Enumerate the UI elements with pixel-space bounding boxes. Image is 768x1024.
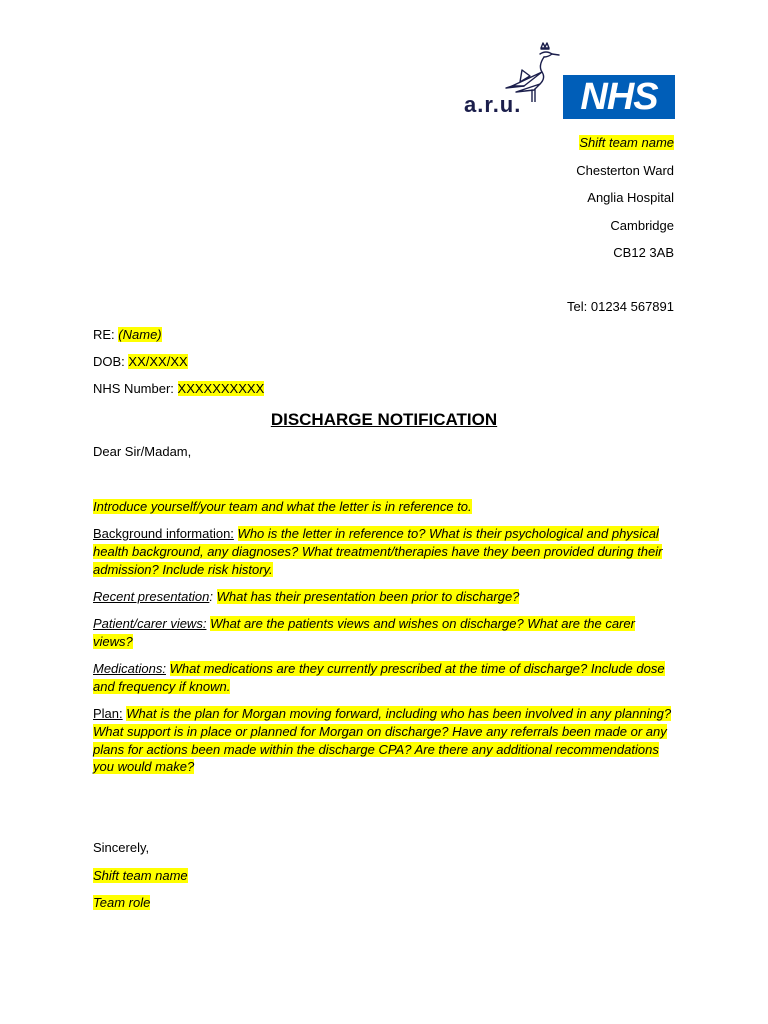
presentation-paragraph: Recent presentation: What has their presentation been prior to discharge? xyxy=(93,589,520,604)
aru-wordmark: a.r.u. xyxy=(464,92,522,117)
address-ward: Chesterton Ward xyxy=(576,162,674,178)
medications-label: Medications: xyxy=(93,661,166,676)
plan-paragraph xyxy=(93,705,675,776)
views-label: Patient/carer views: xyxy=(93,616,207,631)
plan-text: What is the plan for Morgan moving forward, including who has been involved in any planning? What support is in place or planned for Morgan on discharge? Have any referrals been made or any plans for actions been made within the discharge CPA? Are there any additional recommendations you would make? xyxy=(93,706,672,775)
sign-off: Sincerely, xyxy=(93,840,150,855)
patient-name-field: (Name) xyxy=(118,327,162,342)
views-paragraph xyxy=(93,615,675,651)
patient-nhs-line: NHS Number: XXXXXXXXXX xyxy=(93,381,265,396)
patient-re-line: RE: (Name) xyxy=(93,327,162,342)
address-postcode: CB12 3AB xyxy=(613,245,674,260)
aru-logo xyxy=(464,42,560,120)
intro-paragraph: Introduce yourself/your team and what the letter is in reference to. xyxy=(93,499,472,514)
address-hospital: Anglia Hospital xyxy=(587,190,674,205)
header-logos xyxy=(462,42,676,120)
patient-info xyxy=(93,327,264,408)
presentation-text: What has their presentation been prior to discharge? xyxy=(216,589,520,604)
salutation: Dear Sir/Madam, xyxy=(93,444,192,459)
closing-team-role-line xyxy=(93,895,188,923)
background-label: Background information: xyxy=(93,526,234,541)
closing-team-name: Shift team name xyxy=(93,867,188,883)
letter-title: DISCHARGE NOTIFICATION xyxy=(270,410,498,429)
views-text: What are the patients views and wishes on discharge? What are the carer views? xyxy=(93,616,635,649)
sender-address xyxy=(576,135,674,273)
presentation-label: Recent presentation xyxy=(93,589,210,604)
background-paragraph xyxy=(93,525,675,578)
patient-dob-line: DOB: XX/XX/XX xyxy=(93,354,188,369)
closing-team-role: Team role xyxy=(93,895,151,910)
patient-nhs-number-field: XXXXXXXXXX xyxy=(177,381,265,396)
plan-label: Plan: xyxy=(93,706,123,721)
background-text: Who is the letter in reference to? What is their psychological and physical health background, any diagnoses? What treatment/therapies have they been provided during their admission? Include risk history. xyxy=(93,526,663,577)
address-telephone: Tel: 01234 567891 xyxy=(567,299,674,314)
address-team-name: Shift team name xyxy=(579,135,674,150)
address-city: Cambridge xyxy=(610,217,674,233)
closing-block xyxy=(93,840,188,923)
patient-dob-field: XX/XX/XX xyxy=(128,354,188,369)
closing-team-name-line xyxy=(93,868,188,896)
medications-text: What medications are they currently prescribed at the time of discharge? Include dose and frequency if known. xyxy=(93,661,665,694)
medications-paragraph xyxy=(93,660,675,696)
nhs-wordmark: NHS xyxy=(580,76,658,118)
nhs-logo xyxy=(563,75,675,119)
